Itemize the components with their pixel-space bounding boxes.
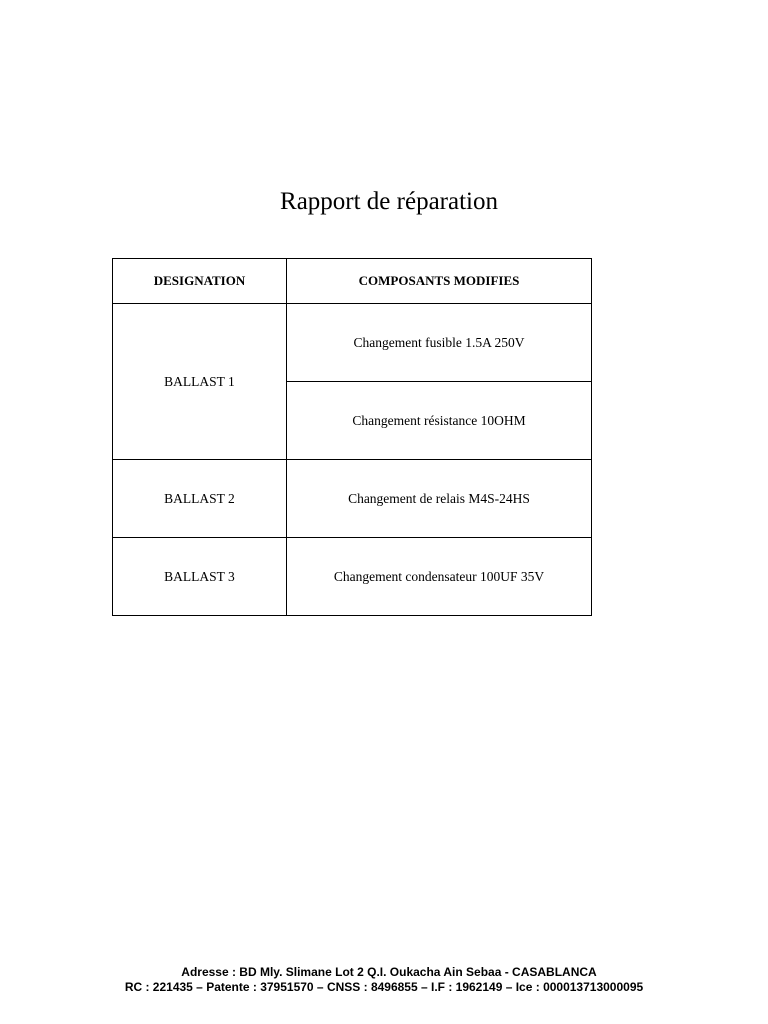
table-row xyxy=(113,460,592,538)
footer-registration: RC : 221435 – Patente : 37951570 – CNSS : 8496855 – I.F : 1962149 – Ice : 000013713000095 xyxy=(124,980,644,994)
designation-cell: BALLAST 2 xyxy=(113,460,287,538)
page-title: Rapport de réparation xyxy=(280,188,498,215)
repair-table xyxy=(112,258,592,616)
table-header-row xyxy=(113,259,592,304)
composant-cell: Changement condensateur 100UF 35V xyxy=(287,538,592,616)
table-row xyxy=(113,538,592,616)
table-row xyxy=(113,304,592,382)
footer-address: Adresse : BD Mly. Slimane Lot 2 Q.I. Oukacha Ain Sebaa - CASABLANCA xyxy=(181,965,597,979)
header-composants: COMPOSANTS MODIFIES xyxy=(287,259,592,304)
composant-cell: Changement de relais M4S-24HS xyxy=(287,460,592,538)
composant-cell: Changement fusible 1.5A 250V xyxy=(287,304,592,382)
header-designation: DESIGNATION xyxy=(113,259,287,304)
composant-cell: Changement résistance 10OHM xyxy=(287,382,592,460)
designation-cell: BALLAST 3 xyxy=(113,538,287,616)
designation-cell: BALLAST 1 xyxy=(113,304,287,460)
